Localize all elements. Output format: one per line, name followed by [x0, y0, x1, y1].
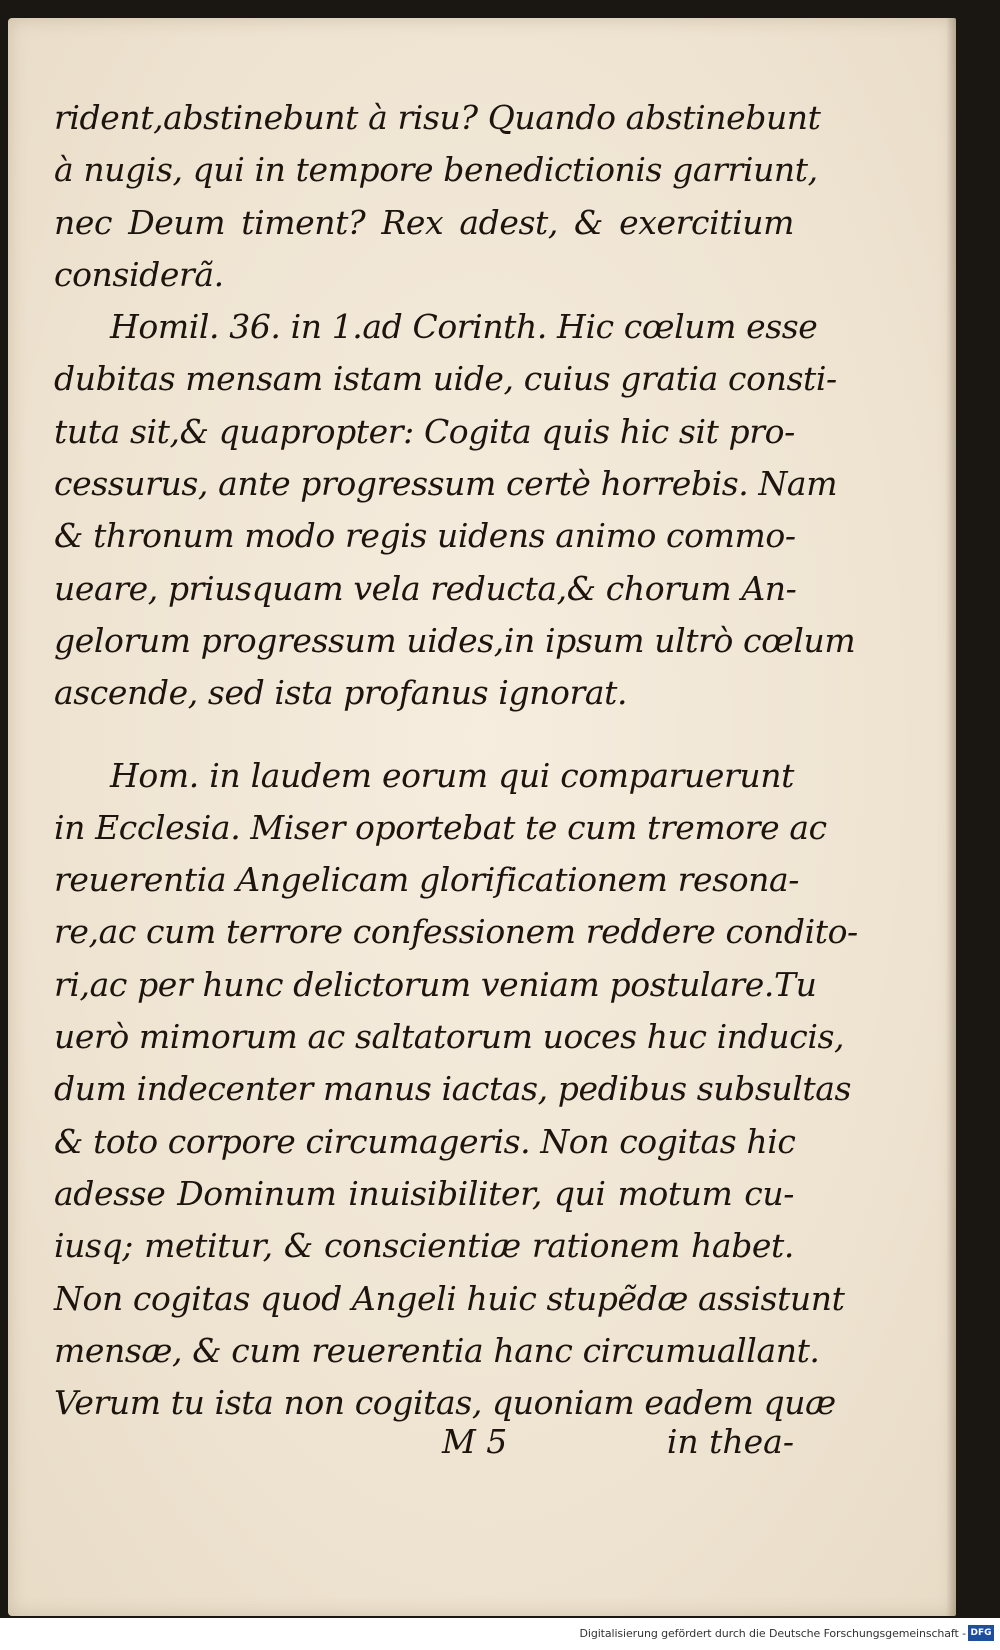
- text-line: Hom. in laudem eorum qui comparuerunt: [110, 755, 794, 795]
- text-line: considerã.: [54, 254, 224, 294]
- text-line: iusq; metitur, & conscientiæ rationem habet.: [54, 1226, 794, 1266]
- dfg-logo: DFG: [968, 1625, 994, 1641]
- text-line: re,ac cum terrore confessionem reddere condito-: [54, 912, 858, 952]
- text-line: Non cogitas quod Angeli huic stupẽdæ assistunt: [54, 1278, 845, 1318]
- text-line: gelorum progressum uides,in ipsum ultrò cœlum: [54, 620, 856, 660]
- funding-credit: Digitalisierung gefördert durch die Deutsche Forschungsgemeinschaft -: [579, 1627, 966, 1640]
- text-line: dubitas mensam istam uide, cuius gratia consti-: [54, 359, 837, 399]
- text-line: à nugis, qui in tempore benedictionis garriunt,: [54, 150, 818, 190]
- text-line: ueare, priusquam vela reducta,& chorum An-: [54, 568, 797, 608]
- paragraph-gap: [54, 720, 794, 750]
- text-line: reuerentia Angelicam glorificationem resona-: [54, 860, 800, 900]
- text-line: rident,abstinebunt à risu? Quando abstinebunt: [54, 98, 821, 137]
- text-line: tuta sit,& quapropter: Cogita quis hic sit pro-: [54, 411, 795, 451]
- text-line: mensæ, & cum reuerentia hanc circumuallant.: [54, 1330, 820, 1370]
- signature-mark: M 5: [442, 1422, 508, 1461]
- text-line: ri,ac per hunc delictorum veniam postulare.Tu: [54, 964, 817, 1004]
- text-line: Homil. 36. in 1.ad Corinth. Hic cœlum esse: [110, 307, 818, 347]
- text-line: nec Deum timent? Rex adest, & exercitium: [54, 202, 794, 242]
- text-line: & thronum modo regis uidens animo commo-: [54, 516, 796, 556]
- text-line: in Ecclesia. Miser oportebat te cum tremore ac: [54, 807, 827, 847]
- text-line: uerò mimorum ac saltatorum uoces huc inducis,: [54, 1017, 845, 1057]
- text-line: & toto corpore circumageris. Non cogitas hic: [54, 1121, 796, 1161]
- catchword: in thea-: [666, 1422, 794, 1461]
- page-edge-shadow: [946, 18, 956, 1616]
- book-page: [8, 18, 956, 1616]
- text-line: cessurus, ante progressum certè horrebis. Nam: [54, 464, 838, 504]
- digitization-footer: [0, 1618, 1000, 1650]
- text-line: ascende, sed ista profanus ignorat.: [54, 673, 628, 713]
- page-text: [54, 92, 858, 1429]
- text-line: adesse Dominum inuisibiliter, qui motum cu-: [54, 1173, 794, 1213]
- signature-line: [54, 1416, 794, 1468]
- text-line: Verum tu ista non cogitas, quoniam eadem quæ: [54, 1383, 836, 1423]
- text-line: dum indecenter manus iactas, pedibus subsultas: [54, 1069, 852, 1109]
